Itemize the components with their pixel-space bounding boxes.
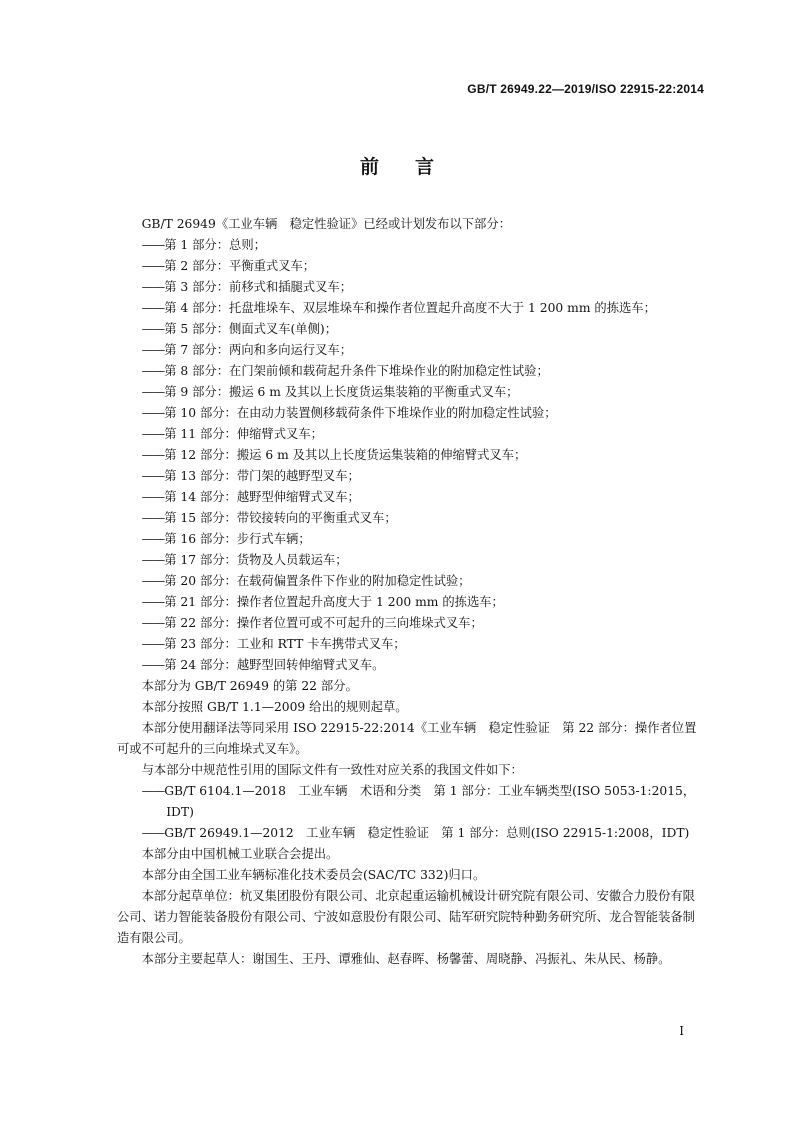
list-item — [117, 403, 705, 424]
dash-marker: —— — [141, 553, 165, 567]
dash-marker: —— — [141, 511, 165, 525]
list-item-text: 第 23 部分：工业和 RTT 卡车携带式叉车； — [164, 637, 406, 651]
list-item — [117, 592, 705, 613]
reference-text: GB/T 6104.1—2018 工业车辆 术语和分类 第 1 部分：工业车辆类型(ISO 5053-1:2015，IDT) — [164, 784, 696, 819]
dash-marker: —— — [141, 448, 165, 462]
dash-marker: —— — [141, 427, 165, 441]
main-drafters: 本部分主要起草人：谢国生、王丹、谭雅仙、赵春晖、杨馨蕾、周晓静、冯振礼、朱从民、杨静。 — [141, 952, 671, 966]
list-item — [117, 382, 705, 403]
list-item-text: 第 15 部分：带铰接转向的平衡重式叉车； — [164, 511, 397, 525]
list-item-text: 第 9 部分：搬运 6 m 及其以上长度货运集装箱的平衡重式叉车； — [164, 385, 519, 399]
list-item-text: 第 20 部分：在载荷偏置条件下作业的附加稳定性试验； — [164, 574, 471, 588]
list-item-text: 第 5 部分：侧面式叉车(单侧)； — [164, 322, 337, 336]
list-item-text: 第 13 部分：带门架的越野型叉车； — [164, 469, 360, 483]
dash-marker: —— — [141, 490, 165, 504]
list-item — [117, 235, 705, 256]
list-item-text: 第 21 部分：操作者位置起升高度大于 1 200 mm 的拣选车； — [164, 595, 504, 609]
reference-text: GB/T 26949.1—2012 工业车辆 稳定性验证 第 1 部分：总则(ISO 22915-1:2008，IDT) — [164, 826, 690, 840]
list-item-text: 第 8 部分：在门架前倾和载荷起升条件下堆垛作业的附加稳定性试验； — [164, 364, 549, 378]
drafting-rules: 本部分按照 GB/T 1.1—2009 给出的规则起草。 — [141, 700, 408, 714]
reference-item — [117, 781, 705, 823]
intro-paragraph: GB/T 26949《工业车辆 稳定性验证》已经或计划发布以下部分： — [141, 217, 511, 231]
consistency-statement: 与本部分中规范性引用的国际文件有一致性对应关系的我国文件如下： — [141, 763, 523, 777]
list-item-text: 第 16 部分：步行式车辆； — [164, 532, 311, 546]
translation-statement: 本部分使用翻译法等同采用 ISO 22915-22:2014《工业车辆 稳定性验证 第 22 部分：操作者位置可或不可起升的三向堆垛式叉车》。 — [117, 721, 697, 756]
list-item — [117, 256, 705, 277]
list-item-text: 第 12 部分：搬运 6 m 及其以上长度货运集装箱的伸缩臂式叉车； — [164, 448, 527, 462]
list-item — [117, 634, 705, 655]
list-item — [117, 277, 705, 298]
dash-marker: —— — [141, 406, 165, 420]
dash-marker: —— — [141, 658, 165, 672]
list-item-text: 第 1 部分：总则； — [164, 238, 266, 252]
foreword-body — [117, 214, 705, 970]
list-item-text: 第 22 部分：操作者位置可或不可起升的三向堆垛式叉车； — [164, 616, 483, 630]
dash-marker: —— — [141, 385, 165, 399]
page-title: 前言 — [359, 156, 470, 178]
list-item-text: 第 7 部分：两向和多向运行叉车； — [164, 343, 352, 357]
list-item — [117, 508, 705, 529]
dash-marker: —— — [141, 595, 165, 609]
list-item-text: 第 11 部分：伸缩臂式叉车； — [164, 427, 323, 441]
list-item — [117, 445, 705, 466]
list-item — [117, 529, 705, 550]
reference-item — [117, 823, 705, 844]
list-item — [117, 571, 705, 592]
parts-list — [117, 235, 705, 676]
dash-marker: —— — [141, 826, 165, 840]
list-item-text: 第 4 部分：托盘堆垛车、双层堆垛车和操作者位置起升高度不大于 1 200 mm 的拣选车； — [164, 301, 656, 315]
dash-marker: —— — [141, 364, 165, 378]
proposed-by: 本部分由中国机械工业联合会提出。 — [141, 847, 339, 861]
dash-marker: —— — [141, 259, 165, 273]
page-number: I — [679, 1024, 684, 1038]
dash-marker: —— — [141, 469, 165, 483]
drafting-units: 本部分起草单位：杭叉集团股份有限公司、北京起重运输机械设计研究院有限公司、安徽合力股份有限公司、诺力智能装备股份有限公司、宁波如意股份有限公司、陆军研究院特种勤务研究所、龙合智能装备制造有限公司。 — [117, 889, 695, 945]
dash-marker: —— — [141, 238, 165, 252]
list-item — [117, 613, 705, 634]
dash-marker: —— — [141, 301, 165, 315]
dash-marker: —— — [141, 532, 165, 546]
list-item — [117, 424, 705, 445]
dash-marker: —— — [141, 322, 165, 336]
dash-marker: —— — [141, 616, 165, 630]
list-item-text: 第 10 部分：在由动力装置侧移载荷条件下堆垛作业的附加稳定性试验； — [164, 406, 557, 420]
list-item-text: 第 17 部分：货物及人员载运车； — [164, 553, 348, 567]
list-item-text: 第 14 部分：越野型伸缩臂式叉车； — [164, 490, 360, 504]
list-item-text: 第 3 部分：前移式和插腿式叉车； — [164, 280, 352, 294]
list-item-text: 第 24 部分：越野型回转伸缩臂式叉车。 — [164, 658, 385, 672]
committee-statement: 本部分由全国工业车辆标准化技术委员会(SAC/TC 332)归口。 — [141, 868, 486, 882]
dash-marker: —— — [141, 343, 165, 357]
dash-marker: —— — [141, 784, 165, 798]
list-item — [117, 319, 705, 340]
standard-code: GB/T 26949.22—2019/ISO 22915-22:2014 — [467, 82, 704, 96]
list-item — [117, 550, 705, 571]
dash-marker: —— — [141, 574, 165, 588]
list-item — [117, 340, 705, 361]
list-item — [117, 466, 705, 487]
part-statement: 本部分为 GB/T 26949 的第 22 部分。 — [141, 679, 358, 693]
list-item — [117, 298, 705, 319]
list-item-text: 第 2 部分：平衡重式叉车； — [164, 259, 316, 273]
reference-list — [117, 781, 705, 844]
dash-marker: —— — [141, 280, 165, 294]
dash-marker: —— — [141, 637, 165, 651]
list-item — [117, 487, 705, 508]
list-item — [117, 361, 705, 382]
list-item — [117, 655, 705, 676]
